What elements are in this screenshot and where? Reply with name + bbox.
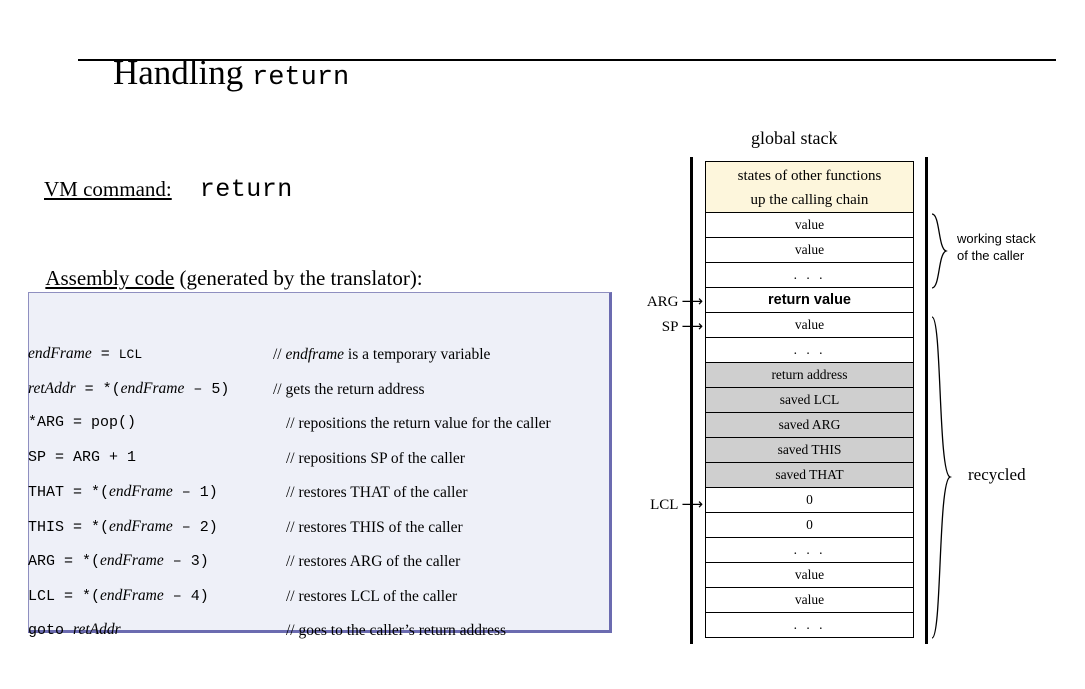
stack-cell: . . . — [705, 613, 914, 638]
stack-cell: return address — [705, 363, 914, 388]
assembly-code-heading — [36, 241, 423, 291]
code-line — [28, 587, 584, 607]
code-statement: retAddr = *(endFrame – 5) — [28, 379, 230, 398]
code-comment: // restores THAT of the caller — [286, 484, 468, 501]
pointer-label: SP — [661, 319, 679, 335]
stack-cell: . . . — [705, 538, 914, 563]
code-statement: *ARG = pop() — [28, 414, 137, 431]
code-statement: THIS = *(endFrame – 2) — [28, 517, 218, 536]
code-line — [28, 483, 584, 503]
global-stack-cells — [705, 161, 914, 638]
page-title-prefix: Handling — [113, 53, 253, 92]
stack-cell: value — [705, 588, 914, 613]
code-comment: // endframe is a temporary variable — [273, 346, 491, 363]
code-statement: SP = ARG + 1 — [28, 448, 137, 466]
stack-annotation: recycled — [968, 465, 1026, 484]
stack-pointer-sp — [641, 317, 703, 336]
pointer-label: ARG — [646, 294, 679, 310]
assembly-heading-underlined: Assembly code — [45, 266, 175, 290]
stack-cell: saved ARG — [705, 413, 914, 438]
code-line — [28, 552, 584, 572]
stack-pointer-lcl — [641, 495, 703, 514]
vm-command-line — [36, 157, 293, 204]
title-area — [78, 4, 1038, 147]
code-comment: // restores ARG of the caller — [286, 553, 461, 570]
stack-cell: value — [705, 563, 914, 588]
code-line — [28, 449, 584, 469]
stack-cell: return value — [705, 288, 914, 313]
code-comment: // restores LCL of the caller — [286, 587, 458, 605]
code-statement: goto retAddr — [28, 621, 121, 639]
code-statement: endFrame = LCL — [28, 345, 143, 363]
stack-annotation: working stack of the caller — [957, 231, 1036, 263]
code-comment: // restores THIS of the caller — [286, 518, 463, 536]
arrow-right-icon: ⟶ — [681, 292, 703, 310]
code-comment: // repositions SP of the caller — [286, 449, 465, 467]
stack-cell: . . . — [705, 263, 914, 288]
stack-cell: value — [705, 313, 914, 338]
assembly-heading-rest: (generated by the translator): — [174, 266, 423, 290]
stack-cell: . . . — [705, 338, 914, 363]
code-line — [28, 414, 584, 434]
code-line — [28, 345, 584, 365]
code-comment: // gets the return address — [273, 380, 425, 398]
page-title — [78, 4, 1038, 147]
code-statement: THAT = *(endFrame – 1) — [28, 483, 218, 501]
stack-cell: 0 — [705, 488, 914, 513]
code-line — [28, 380, 584, 400]
stack-cell: saved THAT — [705, 463, 914, 488]
recycled-brace — [930, 315, 960, 640]
stack-pointer-arg — [641, 292, 703, 311]
vm-command-label: VM command: — [44, 177, 172, 201]
arrow-right-icon: ⟶ — [681, 495, 703, 513]
working-stack-brace — [930, 212, 956, 290]
stack-cell: saved THIS — [705, 438, 914, 463]
stack-cell: 0 — [705, 513, 914, 538]
code-statement: ARG = *(endFrame – 3) — [28, 552, 209, 570]
title-divider — [78, 59, 1056, 61]
code-comment: // goes to the caller’s return address — [286, 622, 507, 639]
stack-cell: states of other functions up the calling chain — [705, 161, 914, 213]
code-line — [28, 518, 584, 538]
stack-cell: saved LCL — [705, 388, 914, 413]
vm-command-value: return — [199, 175, 293, 204]
stack-cell: value — [705, 213, 914, 238]
global-stack-label: global stack — [751, 128, 838, 148]
code-comment: // repositions the return value for the caller — [286, 415, 551, 432]
stack-cell: value — [705, 238, 914, 263]
arrow-right-icon: ⟶ — [681, 317, 703, 335]
pointer-label: LCL — [650, 497, 679, 513]
page-title-keyword: return — [252, 63, 350, 93]
code-statement: LCL = *(endFrame – 4) — [28, 586, 209, 605]
code-line — [28, 621, 584, 641]
